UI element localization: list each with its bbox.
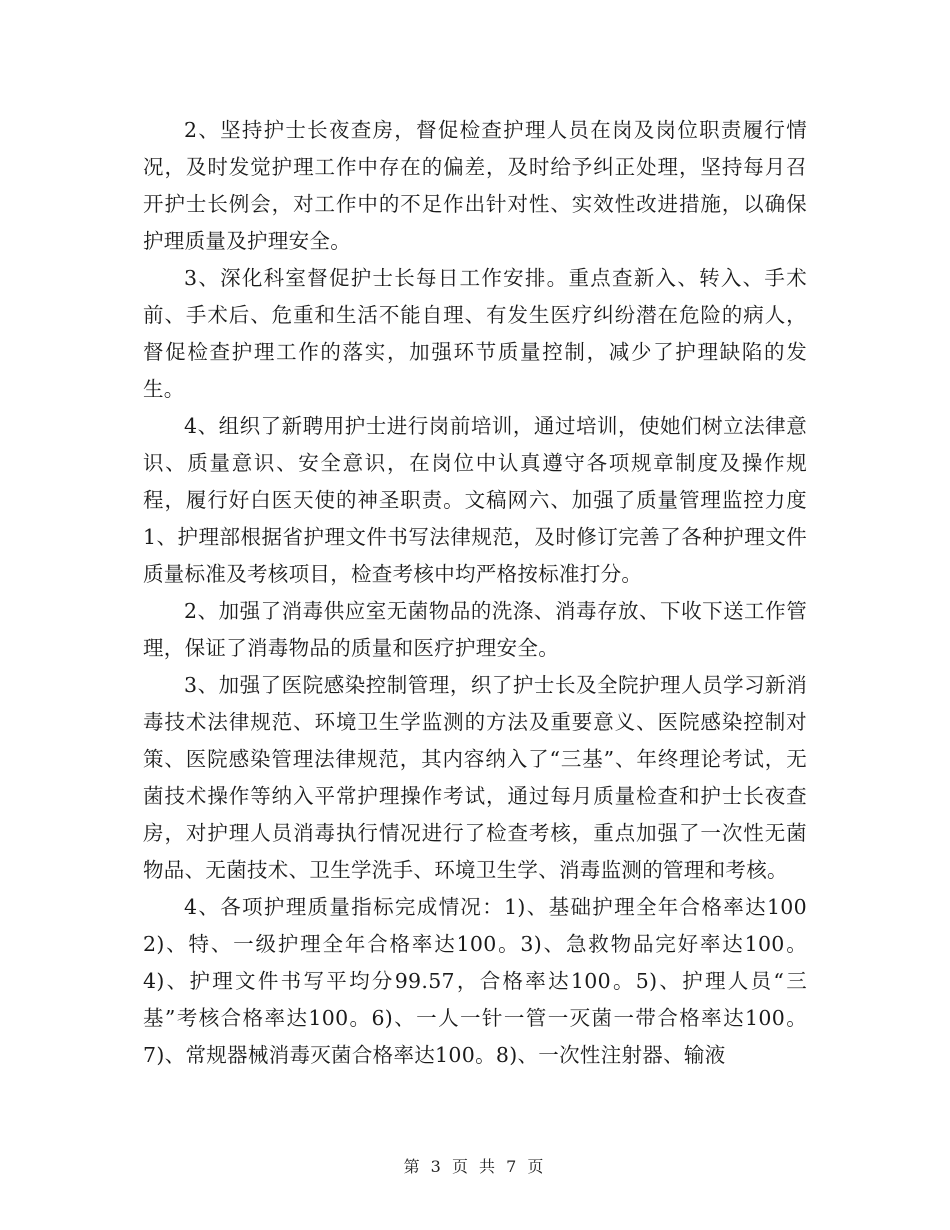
paragraph-night-rounds: 2、坚持护士长夜查房，督促检查护理人员在岗及岗位职责履行情况，及时发觉护理工作中存在的偏差，及时给予纠正处理，坚持每月召开护士长例会，对工作中的不足作出针对性、实效性改进措施，以确保护理质量及护理安全。 (143, 118, 807, 253)
document-body (143, 112, 807, 1074)
page-number-footer: 第 3 页 共 7 页 (403, 1157, 547, 1176)
paragraph-disinfection-supply: 2、加强了消毒供应室无菌物品的洗涤、消毒存放、下收下送工作管理，保证了消毒物品的质量和医疗护理安全。 (143, 599, 807, 660)
paragraph-infection-control: 3、加强了医院感染控制管理，织了护士长及全院护理人员学习新消毒技术法律规范、环境卫生学监测的方法及重要意义、医院感染控制对策、医院感染管理法律规范，其内容纳入了“三基”、年终理论考试，无菌技术操作等纳入平常护理操作考试，通过每月质量检查和护士长夜查房，对护理人员消毒执行情况进行了检查考核，重点加强了一次性无菌物品、无菌技术、卫生学洗手、环境卫生学、消毒监测的管理和考核。 (143, 673, 807, 882)
paragraph-daily-schedule: 3、深化科室督促护士长每日工作安排。重点查新入、转入、手术前、手术后、危重和生活不能自理、有发生医疗纠纷潜在危险的病人，督促检查护理工作的落实，加强环节质量控制，减少了护理缺陷的发生。 (143, 266, 807, 401)
paragraph-quality-indicators: 4、各项护理质量指标完成情况：1)、基础护理全年合格率达1002)、特、一级护理全年合格率达100。3)、急救物品完好率达100。4)、护理文件书写平均分99.57，合格率达100。5)、护理人员“三基”考核合格率达100。6)、一人一针一管一灭菌一带合格率达100。7)、常规器械消毒灭菌合格率达100。8)、一次性注射器、输液 (143, 895, 807, 1067)
paragraph-training-and-quality: 4、组织了新聘用护士进行岗前培训，通过培训，使她们树立法律意识、质量意识、安全意识，在岗位中认真遵守各项规章制度及操作规程，履行好白医天使的神圣职责。文稿网六、加强了质量管理监控力度1、护理部根据省护理文件书写法律规范，及时修订完善了各种护理文件质量标准及考核项目，检查考核中均严格按标准打分。 (143, 414, 807, 586)
